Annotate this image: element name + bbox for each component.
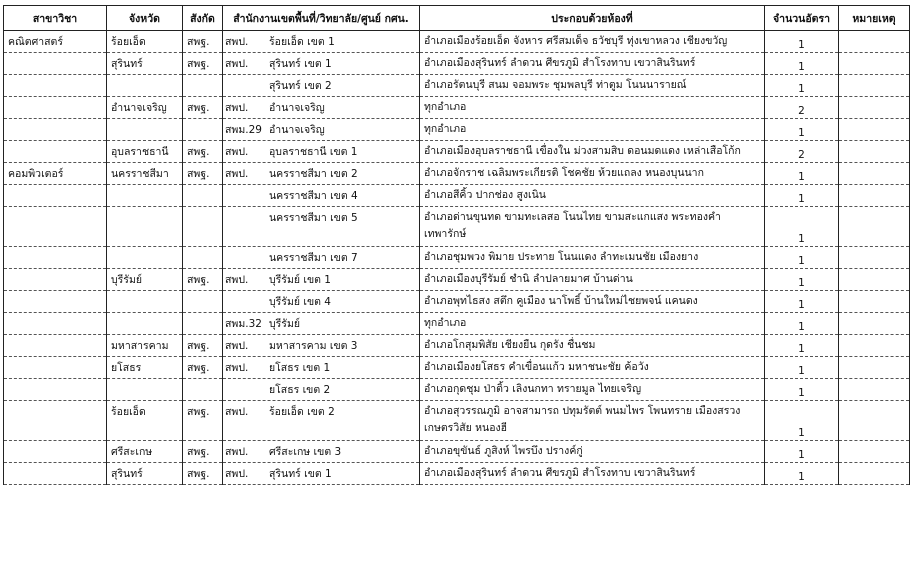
remark-cell [839,97,910,119]
province-cell [107,379,183,401]
province-cell [107,313,183,335]
header-row [4,6,910,31]
quota-cell: 1 [765,185,839,207]
remark-cell [839,163,910,185]
affiliation-cell [183,379,223,401]
subject-cell [4,357,107,379]
province-cell: มหาสารคาม [107,335,183,357]
header-subject: สาขาวิชา [4,6,107,31]
header-districts: ประกอบด้วยห้องที่ [420,6,765,31]
office-name: นครราชสีมา เขต 4 [269,190,358,202]
quota-cell: 1 [765,31,839,53]
office-cell [223,119,420,141]
office-prefix: สพป. [225,168,249,180]
office-prefix: สพป. [225,362,249,374]
office-cell [223,379,420,401]
table-row [4,291,910,313]
districts-cell: ทุกอำเภอ [420,97,765,119]
province-cell: ยโสธร [107,357,183,379]
subject-cell [4,401,107,441]
districts-cell: อำเภอเมืองสุรินทร์ ลำดวน ศีขรภูมิ สำโรงทาบ เขวาสินรินทร์ [420,463,765,485]
office-name: นครราชสีมา เขต 7 [269,252,358,264]
table-row [4,247,910,269]
districts-cell: อำเภอเมืองบุรีรัมย์ ชำนิ ลำปลายมาศ บ้านด่าน [420,269,765,291]
quota-cell: 1 [765,269,839,291]
affiliation-cell [183,291,223,313]
quota-cell: 1 [765,401,839,441]
province-cell: นครราชสีมา [107,163,183,185]
quota-cell: 1 [765,247,839,269]
header-quota: จำนวนอัตรา [765,6,839,31]
office-prefix: สพป. [225,468,249,480]
districts-cell: ทุกอำเภอ [420,119,765,141]
office-cell [223,141,420,163]
quota-cell: 1 [765,163,839,185]
affiliation-cell: สพฐ. [183,163,223,185]
districts-cell: อำเภอเมืองยโสธร คำเขื่อนแก้ว มหาชนะชัย ค้อวัง [420,357,765,379]
remark-cell [839,207,910,247]
table-row [4,119,910,141]
office-name: ร้อยเอ็ด เขต 2 [269,406,335,418]
table-row [4,75,910,97]
districts-cell: อำเภอเมืองสุรินทร์ ลำดวน ศีขรภูมิ สำโรงทาบ เขวาสินรินทร์ [420,53,765,75]
table-body [4,31,910,485]
quota-cell: 1 [765,335,839,357]
office-prefix: สพป. [225,406,249,418]
office-prefix: สพม.29 [225,124,262,136]
table-row [4,441,910,463]
table-row [4,207,910,247]
office-cell [223,163,420,185]
table-row [4,163,910,185]
affiliation-cell: สพฐ. [183,335,223,357]
office-name: สุรินทร์ เขต 2 [269,80,332,92]
subject-cell [4,313,107,335]
table-row [4,401,910,441]
province-cell: บุรีรัมย์ [107,269,183,291]
affiliation-cell: สพฐ. [183,141,223,163]
office-name: นครราชสีมา เขต 5 [269,212,358,224]
districts-cell: ทุกอำเภอ [420,313,765,335]
affiliation-cell [183,119,223,141]
districts-cell: อำเภอขุขันธ์ ภูสิงห์ ไพรบึง ปรางค์กู่ [420,441,765,463]
districts-cell: อำเภอกุดชุม ป่าติ้ว เลิงนกทา ทรายมูล ไทยเจริญ [420,379,765,401]
affiliation-cell: สพฐ. [183,97,223,119]
office-prefix: สพป. [225,340,249,352]
table-row [4,269,910,291]
subject-cell [4,247,107,269]
office-name: อำนาจเจริญ [269,102,325,114]
districts-cell: อำเภอชุมพวง พิมาย ประทาย โนนแดง ลำทะเมนชัย เมืองยาง [420,247,765,269]
remark-cell [839,313,910,335]
affiliation-cell [183,313,223,335]
subject-cell [4,463,107,485]
office-cell [223,185,420,207]
office-cell [223,313,420,335]
office-cell [223,269,420,291]
districts-cell: อำเภอด่านขุนทด ขามทะเลสอ โนนไทย ขามสะแกแสง พระทองคำ เทพารักษ์ [420,207,765,247]
remark-cell [839,247,910,269]
office-cell [223,357,420,379]
table-row [4,141,910,163]
province-cell [107,291,183,313]
districts-cell: อำเภอเมืองอุบลราชธานี เขื่องใน ม่วงสามสิบ ดอนมดแดง เหล่าเสือโก้ก [420,141,765,163]
subject-cell [4,119,107,141]
remark-cell [839,31,910,53]
quota-cell: 1 [765,53,839,75]
header-remark: หมายเหตุ [839,6,910,31]
affiliation-cell [183,75,223,97]
office-prefix: สพป. [225,58,249,70]
districts-cell: อำเภอพุทไธสง สตึก คูเมือง นาโพธิ์ บ้านใหม่ไชยพจน์ แคนดง [420,291,765,313]
province-cell: อำนาจเจริญ [107,97,183,119]
office-prefix: สพป. [225,102,249,114]
office-prefix: สพป. [225,146,249,158]
table-row [4,357,910,379]
subject-cell [4,97,107,119]
office-name: สุรินทร์ เขต 1 [269,468,332,480]
districts-cell: อำเภอโกสุมพิสัย เชียงยืน กุดรัง ชื่นชม [420,335,765,357]
header-province: จังหวัด [107,6,183,31]
subject-cell [4,291,107,313]
office-name: มหาสารคาม เขต 3 [269,340,358,352]
office-cell [223,335,420,357]
office-name: ศรีสะเกษ เขต 3 [269,446,342,458]
remark-cell [839,291,910,313]
office-prefix: สพม.32 [225,318,262,330]
office-cell [223,31,420,53]
office-prefix: สพป. [225,36,249,48]
subject-cell [4,379,107,401]
table-row [4,97,910,119]
affiliation-cell: สพฐ. [183,441,223,463]
office-cell [223,207,420,247]
province-cell: ศรีสะเกษ [107,441,183,463]
remark-cell [839,269,910,291]
affiliation-cell: สพฐ. [183,269,223,291]
affiliation-cell [183,185,223,207]
quota-cell: 1 [765,75,839,97]
subject-cell [4,75,107,97]
office-cell [223,247,420,269]
province-cell: อุบลราชธานี [107,141,183,163]
office-name: บุรีรัมย์ เขต 1 [269,274,331,286]
quota-cell: 1 [765,357,839,379]
province-cell [107,207,183,247]
remark-cell [839,75,910,97]
quota-cell: 1 [765,119,839,141]
quota-cell: 1 [765,379,839,401]
districts-cell: อำเภอสุวรรณภูมิ อาจสามารถ ปทุมรัตต์ พนมไพร โพนทราย เมืองสรวง เกษตรวิสัย หนองฮี [420,401,765,441]
province-cell [107,75,183,97]
quota-cell: 1 [765,207,839,247]
table-row [4,53,910,75]
table-row [4,313,910,335]
affiliation-cell: สพฐ. [183,31,223,53]
quota-cell: 1 [765,441,839,463]
office-prefix: สพป. [225,446,249,458]
remark-cell [839,119,910,141]
office-name: อุบลราชธานี เขต 1 [269,146,358,158]
remark-cell [839,185,910,207]
affiliation-cell [183,207,223,247]
office-cell [223,291,420,313]
remark-cell [839,357,910,379]
table-row [4,335,910,357]
office-name: ยโสธร เขต 1 [269,362,331,374]
districts-cell: อำเภอรัตนบุรี สนม จอมพระ ชุมพลบุรี ท่าตูม โนนนารายณ์ [420,75,765,97]
header-affiliation: สังกัด [183,6,223,31]
office-cell [223,401,420,441]
quota-cell: 1 [765,313,839,335]
affiliation-cell: สพฐ. [183,357,223,379]
office-prefix: สพป. [225,274,249,286]
office-name: บุรีรัมย์ [269,318,301,330]
quota-cell: 2 [765,141,839,163]
quota-cell: 2 [765,97,839,119]
subject-cell [4,141,107,163]
affiliation-cell [183,247,223,269]
quota-table [3,5,910,485]
quota-cell: 1 [765,291,839,313]
table-row [4,185,910,207]
affiliation-cell: สพฐ. [183,401,223,441]
subject-cell [4,335,107,357]
remark-cell [839,401,910,441]
office-name: สุรินทร์ เขต 1 [269,58,332,70]
subject-cell [4,441,107,463]
table-row [4,379,910,401]
office-name: บุรีรัมย์ เขต 4 [269,296,331,308]
province-cell: สุรินทร์ [107,53,183,75]
subject-cell [4,185,107,207]
province-cell [107,185,183,207]
subject-cell [4,269,107,291]
office-cell [223,97,420,119]
subject-cell: คณิตศาสตร์ [4,31,107,53]
table-row [4,463,910,485]
remark-cell [839,141,910,163]
quota-cell: 1 [765,463,839,485]
remark-cell [839,441,910,463]
office-cell [223,441,420,463]
header-office: สำนักงานเขตพื้นที่/วิทยาลัย/ศูนย์ กศน. [223,6,420,31]
affiliation-cell: สพฐ. [183,53,223,75]
districts-cell: อำเภอจักราช เฉลิมพระเกียรติ โชคชัย ห้วยแถลง หนองบุนนาก [420,163,765,185]
remark-cell [839,379,910,401]
affiliation-cell: สพฐ. [183,463,223,485]
province-cell [107,247,183,269]
province-cell: สุรินทร์ [107,463,183,485]
remark-cell [839,463,910,485]
remark-cell [839,335,910,357]
office-name: ร้อยเอ็ด เขต 1 [269,36,335,48]
table-row [4,31,910,53]
subject-cell [4,207,107,247]
province-cell: ร้อยเอ็ด [107,401,183,441]
office-name: อำนาจเจริญ [269,124,325,136]
districts-cell: อำเภอเมืองร้อยเอ็ด จังหาร ศรีสมเด็จ ธวัชบุรี ทุ่งเขาหลวง เชียงขวัญ [420,31,765,53]
province-cell: ร้อยเอ็ด [107,31,183,53]
office-name: นครราชสีมา เขต 2 [269,168,358,180]
remark-cell [839,53,910,75]
office-name: ยโสธร เขต 2 [269,384,331,396]
subject-cell [4,53,107,75]
office-cell [223,53,420,75]
office-cell [223,75,420,97]
office-cell [223,463,420,485]
subject-cell: คอมพิวเตอร์ [4,163,107,185]
districts-cell: อำเภอสีคิ้ว ปากช่อง สูงเนิน [420,185,765,207]
province-cell [107,119,183,141]
